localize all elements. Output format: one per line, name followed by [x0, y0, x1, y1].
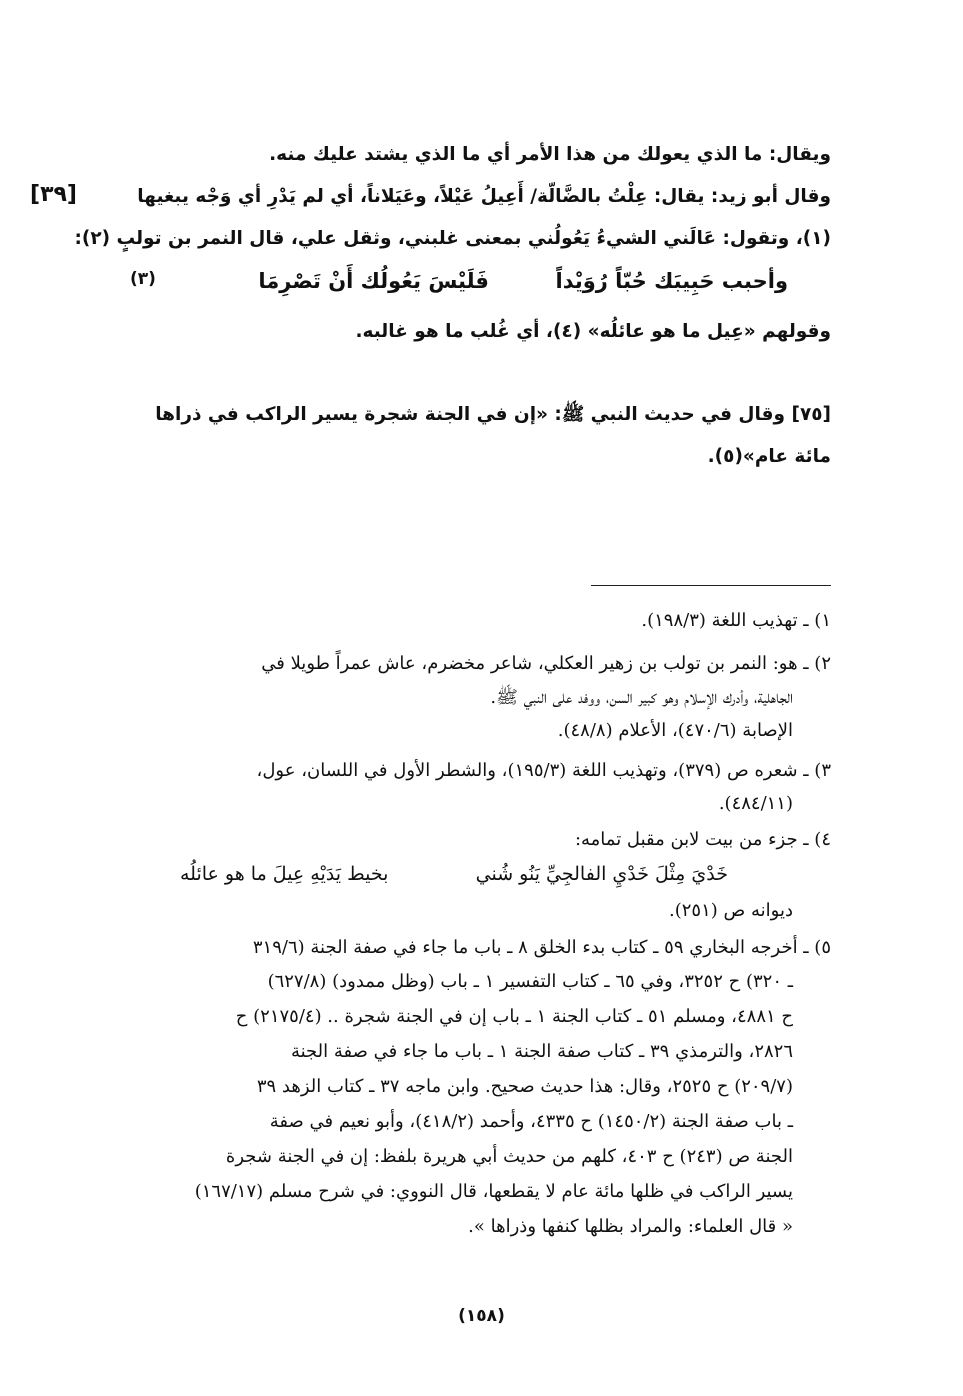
footnote-line: ـ باب صفة الجنة (١٤٥٠/٢) ح ٤٣٣٥، وأحمد (٤١٨/٢)، وأبو نعيم في صفة — [269, 1111, 793, 1132]
footnote-line: الجنة ص (٢٤٣) ح ٤٠٣، كلهم من حديث أبي هريرة بلفظ: إن في الجنة شجرة — [225, 1146, 793, 1167]
poem-second-hemistich: بخيط يَدَيْهِ عِيلَ ما هو عائلُه — [180, 863, 389, 885]
footnote-line: ديوانه ص (٢٥١). — [669, 900, 793, 921]
verse-second-hemistich: فَلَيْسَ يَعُولُك أَنْ تَصْرِمَا — [258, 269, 489, 293]
footnote-line: ـ ٣٢٠) ح ٣٢٥٢، وفي ٦٥ ـ كتاب التفسير ١ ـ باب (وظل ممدود) (٦٢٧/٨) — [267, 971, 793, 992]
footnote-line: ٢٨٢٦، والترمذي ٣٩ ـ كتاب صفة الجنة ١ ـ باب ما جاء في صفة الجنة — [290, 1041, 793, 1062]
footnote-line: ح ٤٨٨١، ومسلم ٥١ ـ كتاب الجنة ١ ـ باب إن في الجنة شجرة .. (٢١٧٥/٤) ح — [235, 1006, 793, 1027]
footnote-line: (٤٨٤/١١). — [718, 793, 793, 814]
footnote-line: ٣) ـ شعره ص (٣٧٩)، وتهذيب اللغة (١٩٥/٣)، والشطر الأول في اللسان، عول، — [256, 760, 831, 781]
poem-first-hemistich: خَدْيَ مِثْلَ خَدْيِ الفالجِيِّ يَنُو شُني — [475, 863, 728, 885]
entry-text-line: مائة عام»(٥). — [707, 446, 831, 467]
verse-footnote-mark: (٣) — [130, 269, 156, 289]
footnote-line: الجاهلية، وأدرك الإسلام وهو كبير السن، ووفد على النبي ﷺ. — [490, 687, 793, 708]
verse-line — [130, 269, 788, 293]
footnote-line: ٢) ـ هو: النمر بن تولب بن زهير العكلي، شاعر مخضرم، عاش عمراً طويلا في — [261, 653, 831, 674]
page-number: (١٥٨) — [458, 1306, 505, 1326]
main-text-line: ويقال: ما الذي يعولك من هذا الأمر أي ما الذي يشتد عليك منه. — [269, 144, 831, 165]
main-text-line: وقولهم «عِيل ما هو عائلُه» (٤)، أي غُلب ما هو غالبه. — [355, 321, 831, 342]
entry-text-line: [٧٥] وقال في حديث النبي ﷺ: «إن في الجنة شجرة يسير الراكب في ذراها — [155, 404, 831, 425]
main-text-line: وقال أبو زيد: يقال: عِلْتُ بالضَّالّة/ أَعِيلُ عَيْلاً، وعَيَلاناً، أي لم يَدْرِ أي وَجْه يبغيها — [137, 186, 831, 207]
manuscript-page-marker: [٣٩] — [30, 182, 77, 207]
footnote-divider — [591, 585, 831, 586]
footnote-line: ١) ـ تهذيب اللغة (١٩٨/٣). — [641, 610, 831, 631]
footnote-line: يسير الراكب في ظلها مائة عام لا يقطعها، قال النووي: في شرح مسلم (١٦٧/١٧) — [194, 1181, 793, 1202]
footnote-line: ٥) ـ أخرجه البخاري ٥٩ ـ كتاب بدء الخلق ٨ ـ باب ما جاء في صفة الجنة (٣١٩/٦ — [252, 937, 831, 958]
footnote-poem-line — [180, 863, 728, 886]
footnote-line: (٢٠٩/٧) ح ٢٥٢٥، وقال: هذا حديث صحيح. وابن ماجه ٣٧ ـ كتاب الزهد ٣٩ — [256, 1076, 793, 1097]
footnote-line: « قال العلماء: والمراد بظلها كنفها وذراها ». — [468, 1216, 793, 1237]
footnote-line: ٤) ـ جزء من بيت لابن مقبل تمامه: — [574, 829, 831, 850]
verse-first-hemistich: وأحبب حَبِيبَك حُبّاً رُوَيْداً — [555, 269, 788, 293]
footnote-line: الإصابة (٤٧٠/٦)، الأعلام (٤٨/٨). — [557, 720, 793, 741]
main-text-line: (١)، وتقول: عَالَني الشيءُ يَعُولُني بمعنى غلبني، وثقل علي، قال النمر بن تولبٍ (٢): — [74, 228, 831, 249]
